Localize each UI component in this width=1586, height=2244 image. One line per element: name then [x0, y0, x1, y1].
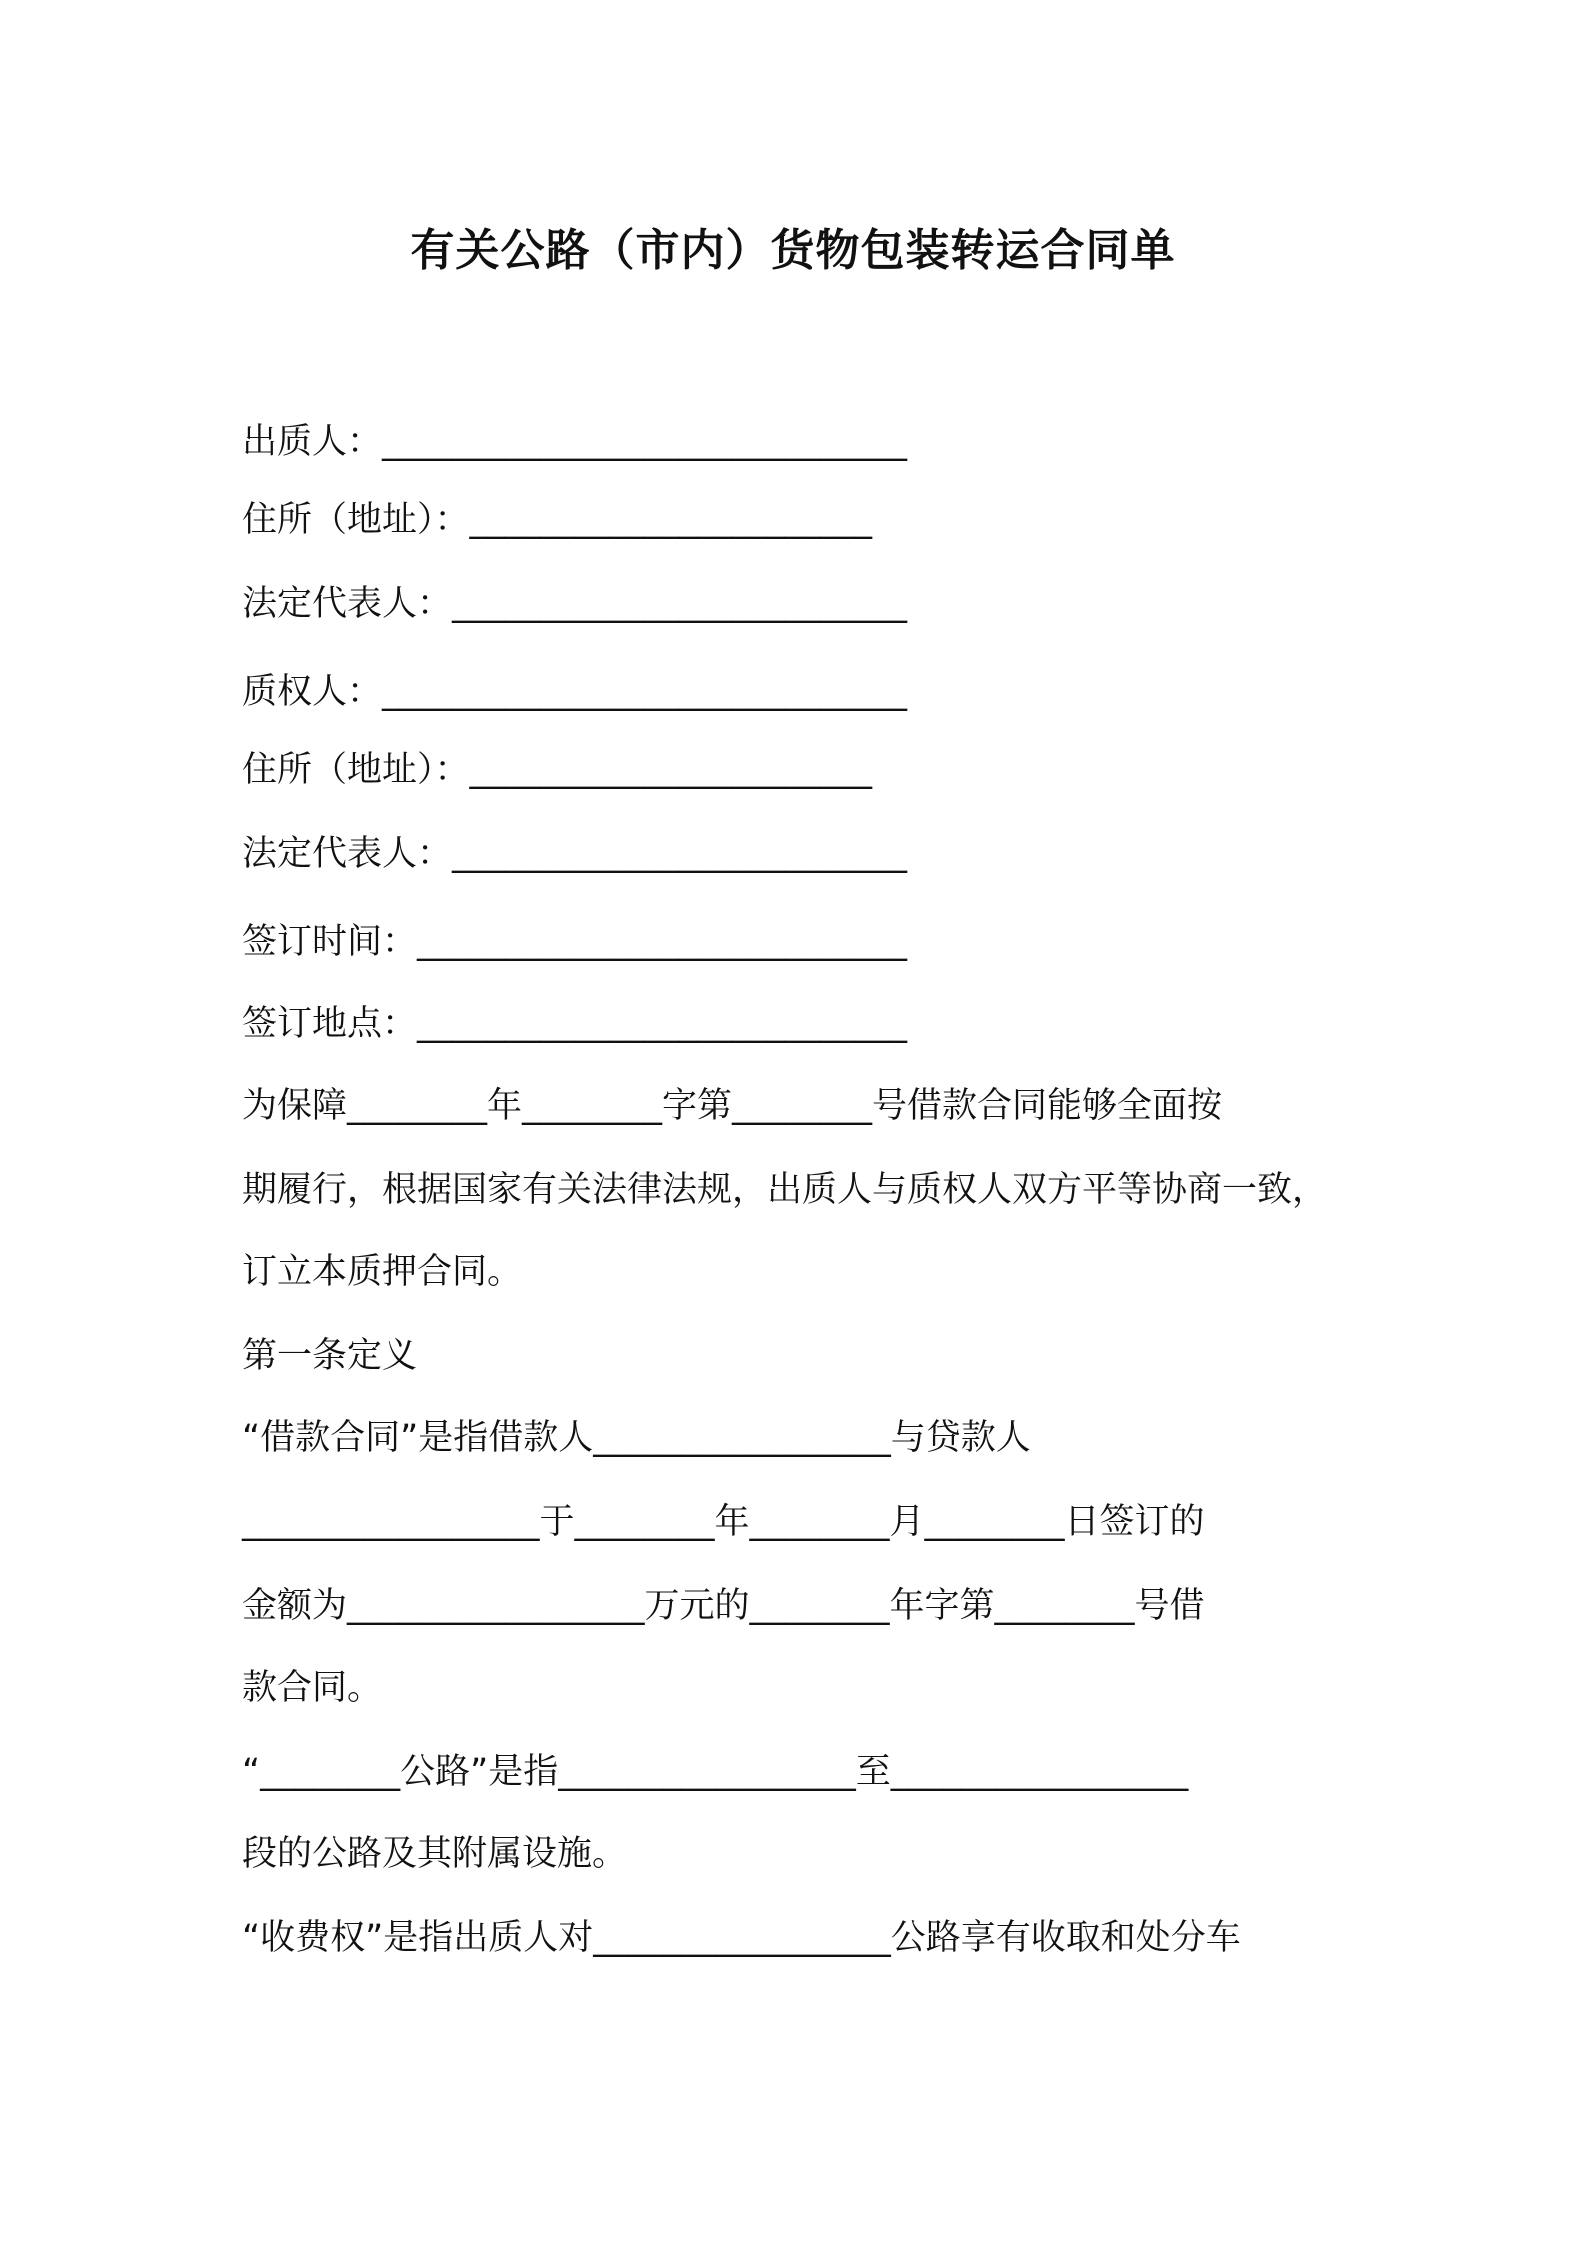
document-title: 有关公路（市内）货物包装转运合同单 — [410, 225, 1176, 276]
definition-highway-line-2: 段的公路及其附属设施。 — [242, 1834, 628, 1874]
signing-time-field: 签订时间：____________________________ — [242, 922, 908, 962]
pledgee-legal-rep-field: 法定代表人：__________________________ — [242, 834, 908, 874]
definition-loan-line-1: “借款合同”是指借款人_________________与贷款人 — [242, 1418, 1031, 1458]
definition-loan-line-4: 款合同。 — [242, 1668, 383, 1708]
preamble-line-1: 为保障________年________字第________号借款合同能够全面按 — [242, 1086, 1223, 1126]
definition-toll-right-line-1: “收费权”是指出质人对_________________公路享有收取和处分车 — [242, 1918, 1241, 1958]
definition-loan-line-2: _________________于________年________月________日签订的 — [242, 1502, 1205, 1542]
pledgee-address-field: 住所（地址）：_______________________ — [242, 750, 873, 790]
pledgor-address-field: 住所（地址）：_______________________ — [242, 500, 873, 540]
pledgor-legal-rep-field: 法定代表人：__________________________ — [242, 584, 908, 624]
preamble-line-2: 期履行，根据国家有关法律法规，出质人与质权人双方平等协商一致， — [242, 1170, 1328, 1210]
signing-place-field: 签订地点：____________________________ — [242, 1004, 908, 1044]
definition-highway-line-1: “________公路”是指_________________至_________________ — [242, 1752, 1189, 1792]
definition-loan-line-3: 金额为_________________万元的________年字第________号借 — [242, 1586, 1205, 1626]
article-1-heading: 第一条定义 — [242, 1336, 418, 1376]
preamble-line-3: 订立本质押合同。 — [242, 1252, 523, 1292]
pledgor-field: 出质人：______________________________ — [242, 422, 908, 462]
pledgee-field: 质权人：______________________________ — [242, 672, 908, 712]
